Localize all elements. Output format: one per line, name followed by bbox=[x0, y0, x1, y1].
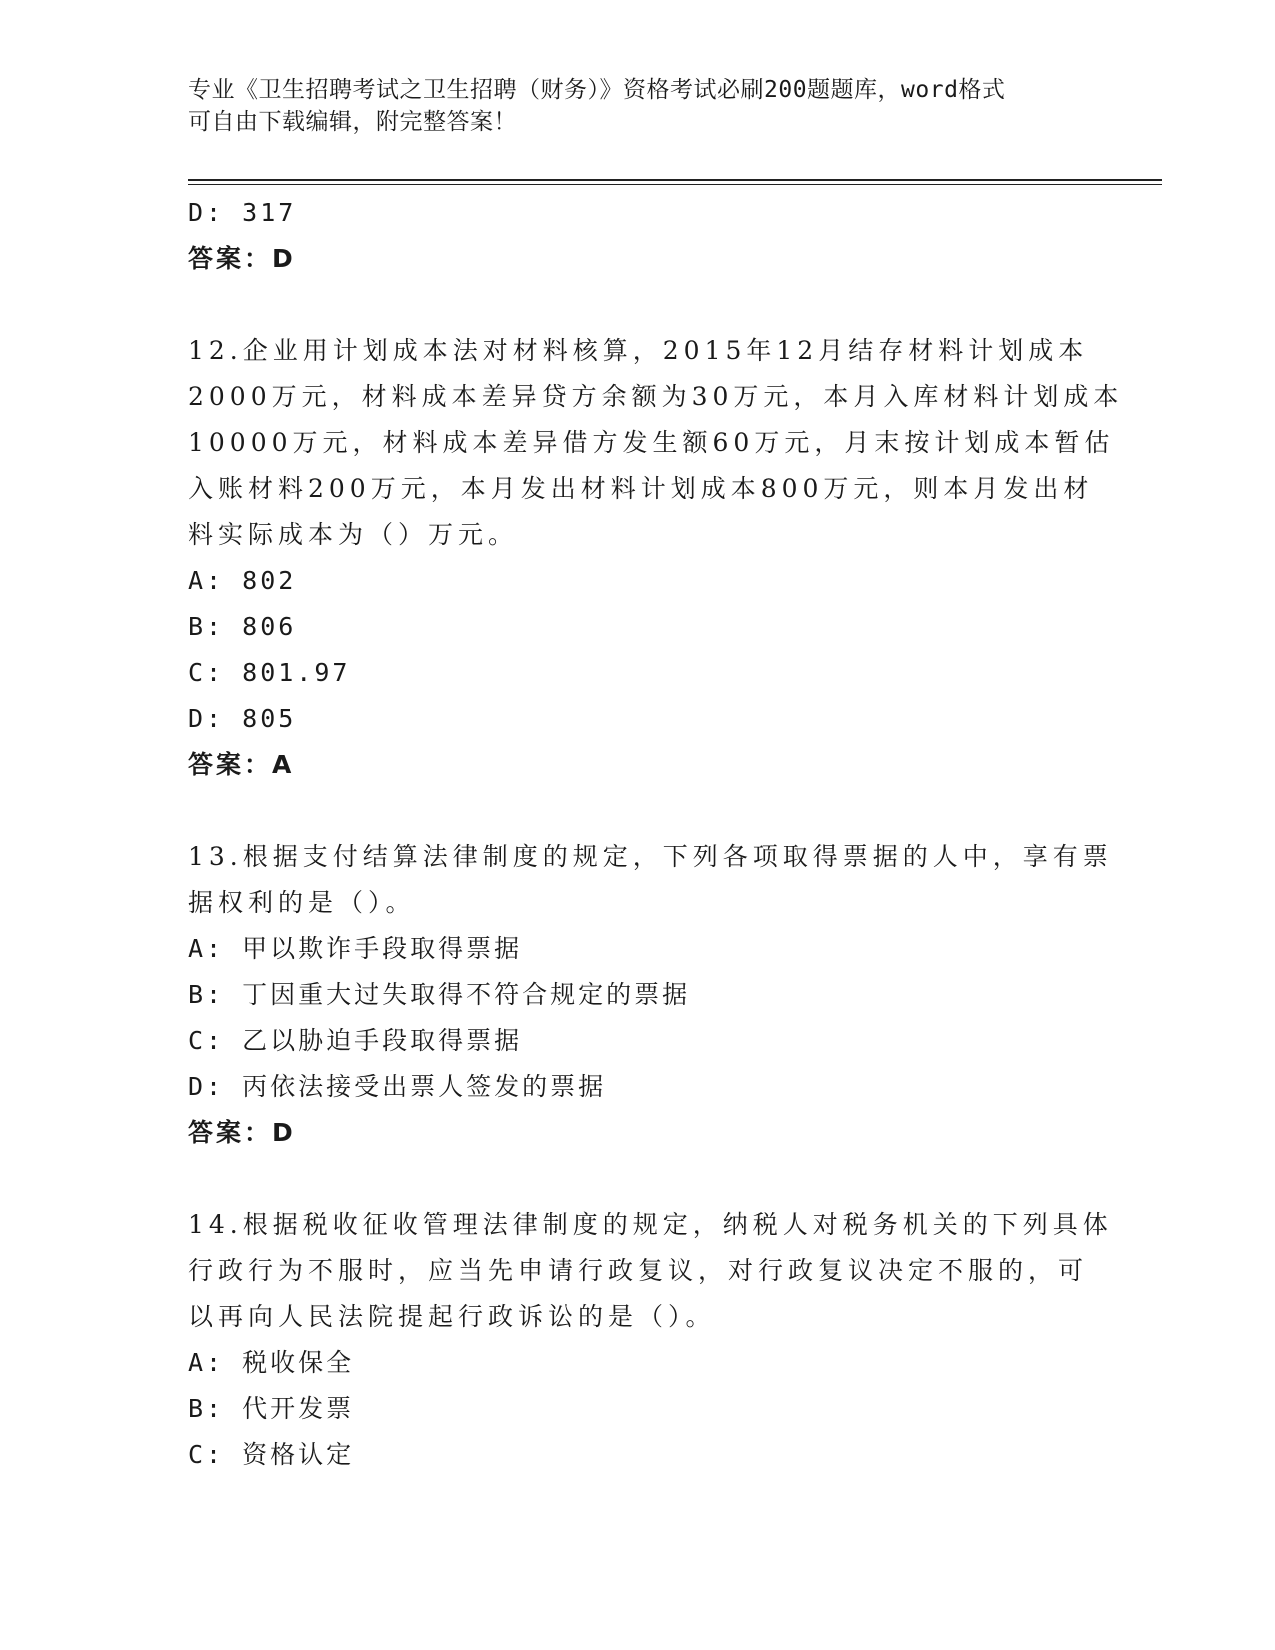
q13-option-b: B: 丁因重大过失取得不符合规定的票据 bbox=[188, 980, 691, 1009]
header-divider-thick bbox=[188, 179, 1162, 181]
q12-text-line: 料实际成本为（）万元。 bbox=[188, 520, 519, 549]
spacer bbox=[188, 282, 1088, 328]
q12-text-line: 12.企业用计划成本法对材料核算，2015年12月结存材料计划成本 bbox=[188, 336, 1089, 365]
q12-text-line: 入账材料200万元，本月发出材料计划成本800万元，则本月发出材 bbox=[188, 474, 1094, 503]
q12-option-d: D: 805 bbox=[188, 704, 297, 733]
header-divider-thin bbox=[188, 184, 1162, 185]
q14-text-line: 14.根据税收征收管理法律制度的规定，纳税人对税务机关的下列具体 bbox=[188, 1210, 1113, 1239]
q14-text-line: 以再向人民法院提起行政诉讼的是（）。 bbox=[188, 1302, 716, 1331]
q12-option-c: C: 801.97 bbox=[188, 658, 351, 687]
q14-text-line: 行政行为不服时，应当先申请行政复议，对行政复议决定不服的，可 bbox=[188, 1256, 1089, 1285]
document-body bbox=[188, 190, 1124, 1478]
document-header bbox=[188, 74, 1068, 138]
q12-answer: 答案：A bbox=[188, 750, 295, 779]
q14-option-b: B: 代开发票 bbox=[188, 1394, 355, 1423]
q12-option-b: B: 806 bbox=[188, 612, 297, 641]
question-14 bbox=[188, 1202, 1113, 1340]
prev-option-d: D: 317 bbox=[188, 198, 297, 227]
question-12 bbox=[188, 328, 1124, 558]
q13-answer: 答案：D bbox=[188, 1118, 296, 1147]
spacer bbox=[188, 1156, 1088, 1202]
q13-text-line: 13.根据支付结算法律制度的规定，下列各项取得票据的人中，享有票 bbox=[188, 842, 1113, 871]
q14-option-c: C: 资格认定 bbox=[188, 1440, 355, 1469]
q14-option-a: A: 税收保全 bbox=[188, 1348, 355, 1377]
q13-option-d: D: 丙依法接受出票人签发的票据 bbox=[188, 1072, 607, 1101]
q12-text-line: 10000万元，材料成本差异借方发生额60万元，月末按计划成本暂估 bbox=[188, 428, 1115, 457]
header-title-line-1: 专业《卫生招聘考试之卫生招聘（财务）》资格考试必刷200题题库，word格式 bbox=[188, 77, 1006, 103]
q13-option-a: A: 甲以欺诈手段取得票据 bbox=[188, 934, 523, 963]
q12-option-a: A: 802 bbox=[188, 566, 297, 595]
prev-answer: 答案：D bbox=[188, 244, 296, 273]
q13-option-c: C: 乙以胁迫手段取得票据 bbox=[188, 1026, 523, 1055]
q12-text-line: 2000万元，材料成本差异贷方余额为30万元，本月入库材料计划成本 bbox=[188, 382, 1124, 411]
question-13 bbox=[188, 834, 1113, 926]
header-title-line-2: 可自由下载编辑，附完整答案！ bbox=[188, 109, 517, 135]
q13-text-line: 据权利的是（）。 bbox=[188, 888, 416, 917]
spacer bbox=[188, 788, 1088, 834]
